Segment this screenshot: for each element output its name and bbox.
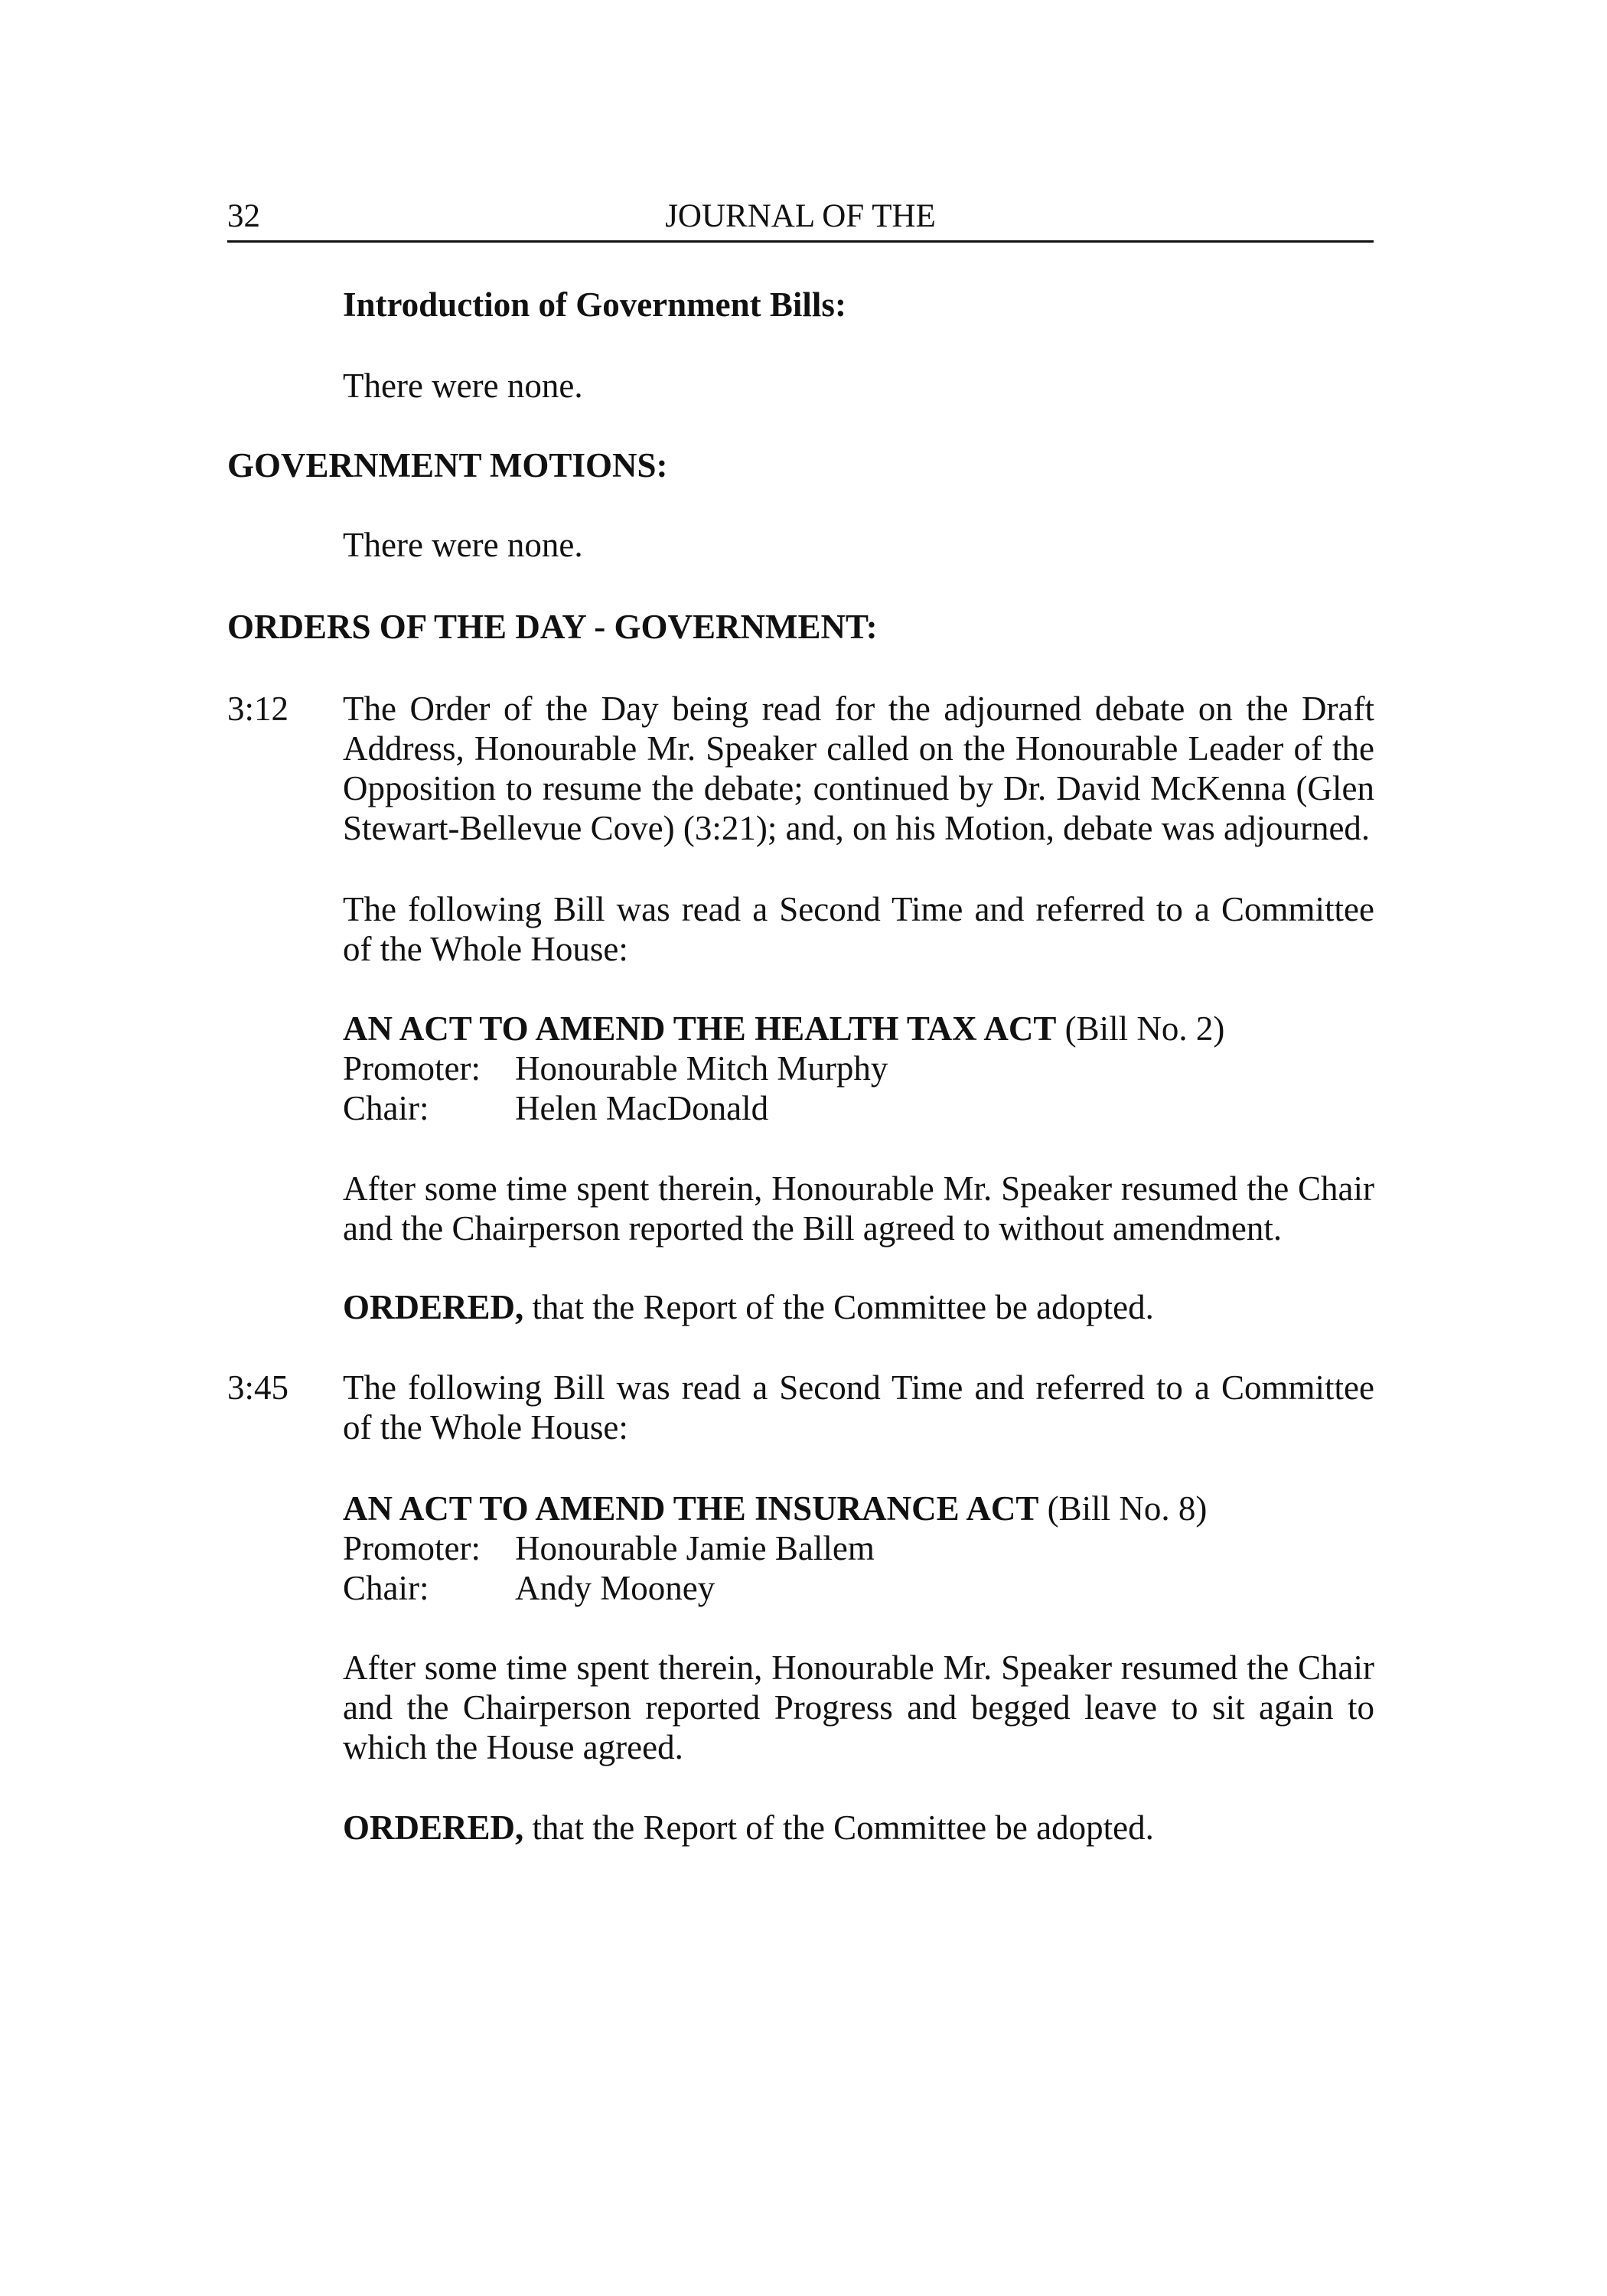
entry2-bill-title: AN ACT TO AMEND THE INSURANCE ACT xyxy=(343,1489,1039,1528)
entry1-promoter-label: Promoter: xyxy=(343,1049,481,1088)
entry2-promoter: Honourable Jamie Ballem xyxy=(515,1529,875,1567)
entry1-chair: Helen MacDonald xyxy=(515,1089,769,1127)
gov-motions-heading: GOVERNMENT MOTIONS: xyxy=(227,446,668,484)
journal-title: JOURNAL OF THE xyxy=(665,198,936,234)
entry2-bill xyxy=(343,1489,1207,1528)
entry2-bill-no: (Bill No. 8) xyxy=(1047,1489,1208,1528)
entry1-bill-no: (Bill No. 2) xyxy=(1064,1009,1225,1048)
intro-bills-text: There were none. xyxy=(343,367,583,405)
entry2-promoter-label: Promoter: xyxy=(343,1529,481,1567)
entry2-chair-label: Chair: xyxy=(343,1569,429,1607)
entry1-bill xyxy=(343,1009,1224,1049)
entry1-para2: The following Bill was read a Second Time and referred to a Committee of the Whole House: xyxy=(343,890,1374,968)
entry2-chair: Andy Mooney xyxy=(515,1569,715,1607)
entry1-chair-row xyxy=(343,1088,768,1128)
gov-motions-text: There were none. xyxy=(343,526,583,564)
entry2-ordered xyxy=(343,1808,1374,1848)
entry2-para1: The following Bill was read a Second Time and referred to a Committee of the Whole House: xyxy=(343,1368,1374,1446)
entry2-para2: After some time spent therein, Honourable Mr. Speaker resumed the Chair and the Chairperson reported Progress and begged leave to sit again to which the House agreed. xyxy=(343,1649,1374,1766)
orders-heading: ORDERS OF THE DAY - GOVERNMENT: xyxy=(227,608,878,646)
entry1-para3: After some time spent therein, Honourable Mr. Speaker resumed the Chair and the Chairperson reported the Bill agreed to without amendment. xyxy=(343,1169,1374,1247)
intro-bills-heading: Introduction of Government Bills: xyxy=(343,285,846,324)
entry1-ordered-text: that the Report of the Committee be adopted. xyxy=(532,1288,1154,1326)
entry1-ordered-word: ORDERED, xyxy=(343,1288,524,1326)
page-header xyxy=(227,197,1374,243)
entry1-bill-title: AN ACT TO AMEND THE HEALTH TAX ACT xyxy=(343,1009,1057,1048)
entry2-chair-row xyxy=(343,1568,715,1608)
entry1-chair-label: Chair: xyxy=(343,1089,429,1127)
entry1-ordered xyxy=(343,1287,1374,1327)
entry2-time: 3:45 xyxy=(227,1368,289,1407)
entry1-promoter-row xyxy=(343,1049,888,1088)
entry2-ordered-text: that the Report of the Committee be adopted. xyxy=(532,1808,1154,1847)
entry1-promoter: Honourable Mitch Murphy xyxy=(515,1049,888,1088)
entry2-promoter-row xyxy=(343,1528,875,1568)
entry2-ordered-word: ORDERED, xyxy=(343,1808,524,1847)
page-number: 32 xyxy=(227,198,260,234)
entry1-para1: The Order of the Day being read for the adjourned debate on the Draft Address, Honourable Mr. Speaker called on the Honourable Leader of the Opposition to resume the debate; continued by Dr. David McKenna (Glen Stewart-Bellevue Cove) (3:21); and, on his Motion, debate was adjourned. xyxy=(343,690,1374,847)
entry1-time: 3:12 xyxy=(227,690,289,728)
